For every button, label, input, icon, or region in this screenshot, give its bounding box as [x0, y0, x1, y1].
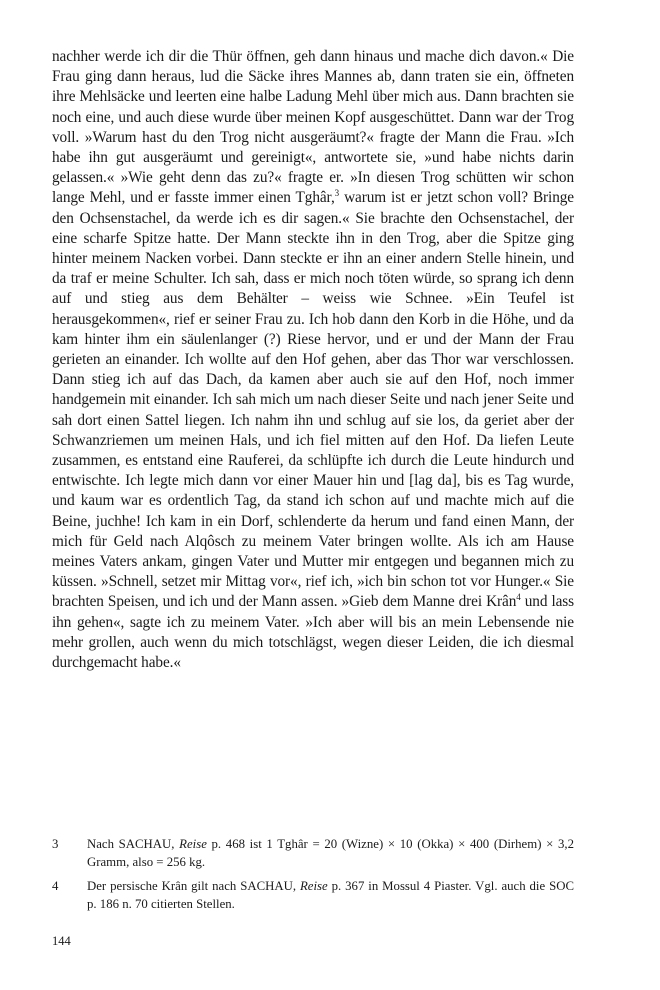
footnote-text: Der persische Krân gilt nach SACHAU, — [87, 879, 300, 893]
footnote-3 — [52, 836, 574, 871]
footnote-text: Nach SACHAU, — [87, 837, 180, 851]
footnote-ref-3: 3 — [334, 188, 340, 199]
footnote-text: p. 367 in Mossul 4 Piaster. Vgl. auch die SOC p. 186 n. 70 citierten Stellen. — [87, 879, 574, 911]
page-number: 144 — [52, 934, 71, 948]
footnote-number: 3 — [52, 837, 59, 851]
footnote-4 — [52, 878, 574, 913]
body-text-part-3: und lass ihn gehen«, sagte ich zu meinem Vater. »Ich aber will bis an mein Lebensende nie mehr grollen, auch wenn du mich totschlägst, wegen dieser Leiden, die ich diesmal durchgemacht habe.« — [52, 593, 574, 672]
body-text-part-2: warum ist er jetzt schon voll? Bringe den Ochsenstachel, da werde ich es dir sagen.« Sie brachte den Ochsenstachel, der eine scharfe Spitze hatte. Der Mann steckte ihn in den Trog, aber die Spitze ging hinter meinem Nacken vorbei. Dann steckte er ihn an einer andern Stelle hinein, und da traf er meine Schulter. Ich sah, dass er mich noch töten würde, so sprang ich denn auf und stieg aus dem Behälter – weiss wie Schnee. »Ein Teufel ist herausgekommen«, rief er seiner Frau zu. Ich hob dann den Korb in die Höhe, und da kam hinter ihm ein säulenlanger (?) Riese hervor, und er und der Mann der Frau gerieten an einander. Ich wollte auf den Hof gehen, aber das Thor war verschlossen. Dann stieg ich auf das Dach, da kamen aber auch sie auf den Hof, noch immer handgemein mit einander. Ich sah mich um nach dieser Seite und nach jener Seite und sah dort einen Sattel liegen. Ich nahm ihn und schlug auf sie los, da geriet aber der Schwanzriemen um meinen Hals, und ich fiel mitten auf den Hof. Da liefen Leute zusammen, es entstand eine Rauferei, da schlüpfte ich durch die Leute hindurch und entwischte. Ich legte mich dann vor einer Mauer hin und [lag da], bis es Tag wurde, und kaum war es ordentlich Tag, da stand ich schon auf und machte mich auf die Beine, juchhe! Ich kam in ein Dorf, schlenderte da herum und fand einen Mann, der mich für Geld nach Alqôsch zu meinem Vater bringen wollte. Als ich am Hause meines Vaters ankam, gingen Vater und Mutter mir entgegen und begannen mich zu küssen. »Schnell, setzet mir Mittag vor«, rief ich, »ich bin schon tot vor Hunger.« Sie brachten Speisen, und ich und der Mann assen. »Gieb dem Manne drei Krân — [52, 189, 574, 611]
main-text — [52, 47, 574, 673]
footnote-italic-title: Reise — [179, 837, 207, 851]
footnote-text: p. 468 ist 1 Tghâr = 20 (Wizne) × 10 (Okka) × 400 (Dirhem) × 3,2 Gramm, also = 256 kg. — [87, 837, 574, 869]
footnote-ref-4: 4 — [516, 592, 521, 603]
footnote-number: 4 — [52, 879, 59, 893]
body-text-part-1: nachher werde ich dir die Thür öffnen, geh dann hinaus und mache dich davon.« Die Frau ging dann heraus, lud die Säcke ihres Mannes ab, dann traten sie ein, öffneten ihre Mehlsäcke und leerten eine halbe Ladung Mehl über mich aus. Dann brachten sie noch eine, und auch diese wurde über meinen Kopf ausgeschüttet. Dann war der Trog voll. »Warum hast du den Trog nicht ausgeräumt?« fragte der Mann die Frau. »Ich habe ihn gut ausgeräumt und gereinigt«, antwortete sie, »und habe nichts darin gelassen.« »Wie geht denn das zu?« fragte er. »In diesen Trog schütten wir schon lange Mehl, und er fasste immer einen Tghâr, — [52, 48, 574, 207]
footnote-italic-title: Reise — [299, 879, 328, 893]
footnotes — [52, 836, 574, 920]
